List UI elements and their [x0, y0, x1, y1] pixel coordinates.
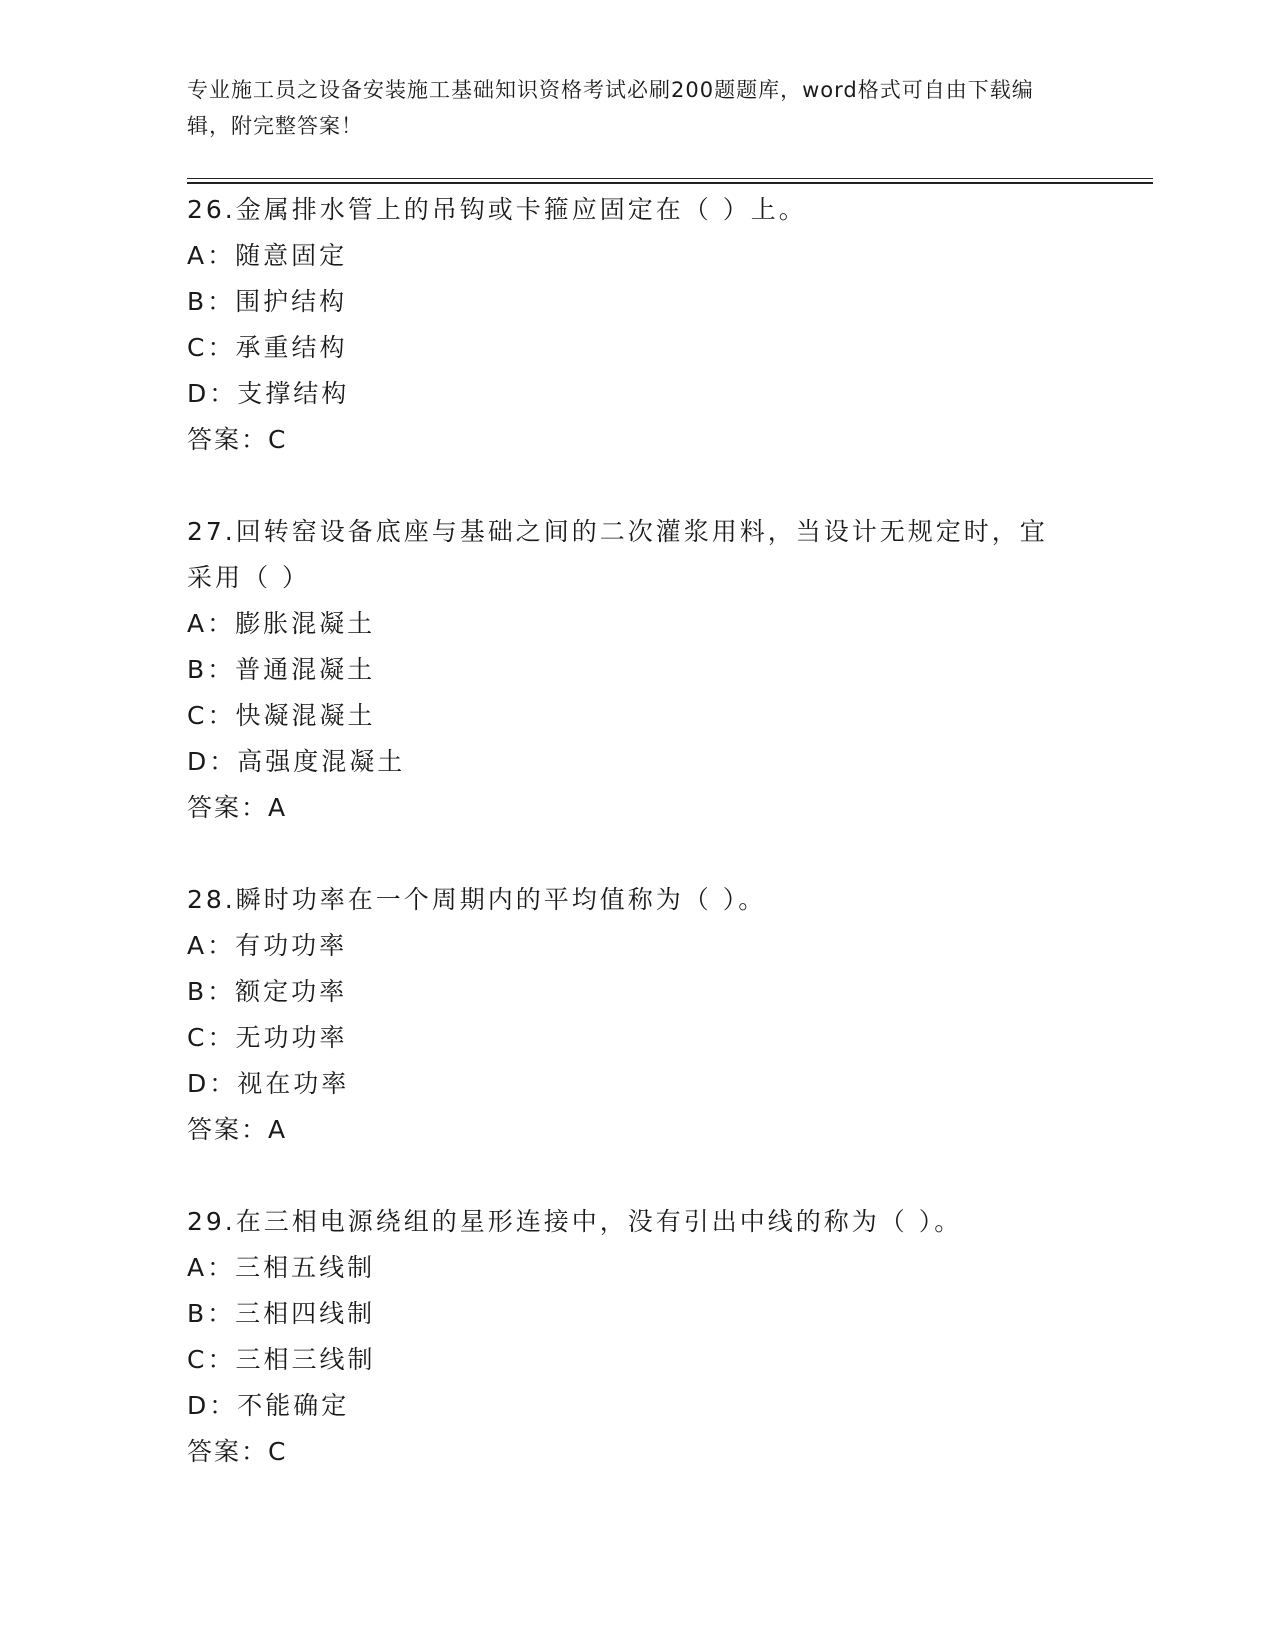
question-27 [187, 509, 1087, 831]
question-26 [187, 187, 1087, 463]
option-b: B：三相四线制 [187, 1299, 376, 1328]
answer: 答案：A [187, 793, 288, 822]
option-b: B：普通混凝土 [187, 655, 376, 684]
answer: 答案：C [187, 425, 288, 454]
header-divider-thick [187, 182, 1153, 184]
document-header: 专业施工员之设备安装施工基础知识资格考试必刷200题题库，word格式可自由下载编辑，附完整答案！ [187, 78, 1034, 138]
answer: 答案：A [187, 1115, 288, 1144]
option-a: A：膨胀混凝土 [187, 609, 376, 638]
question-28 [187, 877, 1087, 1153]
answer: 答案：C [187, 1437, 288, 1466]
header-divider-thin [187, 178, 1153, 179]
option-c: C：承重结构 [187, 333, 348, 362]
option-b: B：围护结构 [187, 287, 348, 316]
question-text: 26.金属排水管上的吊钩或卡箍应固定在（ ）上。 [187, 195, 807, 224]
option-d: D：高强度混凝土 [187, 747, 406, 776]
option-a: A：有功功率 [187, 931, 348, 960]
option-a: A：随意固定 [187, 241, 348, 270]
option-d: D：支撑结构 [187, 379, 350, 408]
question-list [187, 187, 1087, 1521]
option-a: A：三相五线制 [187, 1253, 376, 1282]
option-b: B：额定功率 [187, 977, 348, 1006]
question-text: 29.在三相电源绕组的星形连接中，没有引出中线的称为（ ）。 [187, 1207, 963, 1236]
option-c: C：无功功率 [187, 1023, 348, 1052]
question-text: 28.瞬时功率在一个周期内的平均值称为（ ）。 [187, 885, 767, 914]
option-c: C：快凝混凝土 [187, 701, 376, 730]
option-d: D：不能确定 [187, 1391, 350, 1420]
question-29 [187, 1199, 1087, 1475]
option-d: D：视在功率 [187, 1069, 350, 1098]
option-c: C：三相三线制 [187, 1345, 376, 1374]
question-text: 27.回转窑设备底座与基础之间的二次灌浆用料，当设计无规定时，宜采用（ ） [187, 517, 1048, 592]
